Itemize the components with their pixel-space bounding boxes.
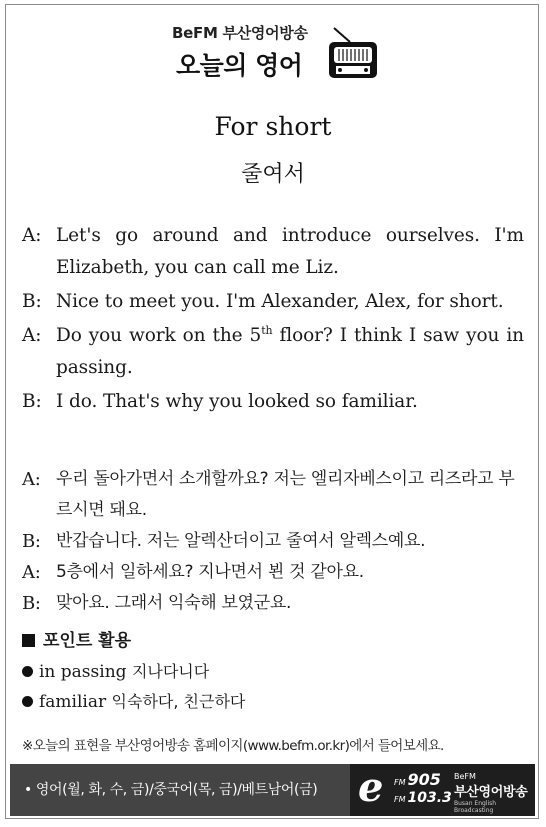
- speaker-label: A:: [22, 562, 41, 583]
- expression-title: For short: [214, 112, 332, 141]
- speaker-label: A:: [22, 325, 42, 346]
- speaker-label: B:: [22, 531, 41, 552]
- schedule-panel: [10, 764, 350, 816]
- speaker-label: B:: [22, 593, 41, 614]
- dialogue-text: 반갑습니다. 저는 알렉산더이고 줄여서 알렉스예요.: [56, 531, 426, 551]
- dialogue-line: [22, 286, 524, 318]
- dialogue-english: [22, 220, 524, 420]
- frequency-secondary: FM 103.3: [394, 790, 452, 806]
- point-english: in passing: [39, 662, 127, 682]
- footer-banner: [10, 764, 535, 816]
- point-english: familiar: [39, 692, 107, 712]
- square-bullet-icon: [22, 634, 35, 647]
- point-item: [22, 657, 245, 687]
- radio-icon: [326, 26, 380, 82]
- dialogue-line: [22, 526, 524, 557]
- dialogue-line: [22, 464, 524, 526]
- dialogue-line: [22, 220, 524, 284]
- logo-e-icon: e: [358, 764, 384, 811]
- website-note: ※오늘의 표현을 부산영어방송 홈페이지(www.befm.or.kr)에서 들어보세요.: [22, 738, 444, 754]
- dialogue-korean: [22, 464, 524, 619]
- dialogue-text: Let's go around and introduce ourselves. I'm Elizabeth, you can call me Liz.: [56, 225, 524, 278]
- speaker-label: A:: [22, 469, 41, 490]
- brand-english: Busan English Broadcasting: [454, 800, 497, 814]
- point-korean: 익숙하다, 친근하다: [111, 692, 246, 711]
- point-item: [22, 687, 245, 717]
- dialogue-line: [22, 386, 524, 418]
- dialogue-line: [22, 320, 524, 384]
- expression-translation: 줄여서: [241, 162, 305, 187]
- dialogue-line: [22, 557, 524, 588]
- brand-small: BeFM: [454, 772, 476, 781]
- speaker-label: B:: [22, 291, 42, 312]
- dialogue-text: 맞아요. 그래서 익숙해 보였군요.: [56, 593, 292, 613]
- dialogue-text: 우리 돌아가면서 소개할까요? 저는 엘리자베스이고 리즈라고 부르시면 돼요.: [56, 469, 515, 520]
- brand-name: 부산영어방송: [454, 785, 528, 800]
- dialogue-text: 5층에서 일하세요? 지나면서 뵌 것 같아요.: [56, 562, 364, 582]
- bullet-icon: [22, 666, 33, 677]
- speaker-label: B:: [22, 391, 42, 412]
- dialogue-text: floor? I think I saw you in passing.: [56, 325, 524, 378]
- program-title: 오늘의 영어: [176, 51, 303, 80]
- station-label: BeFM 부산영어방송: [172, 24, 308, 42]
- speaker-label: A:: [22, 225, 42, 246]
- ordinal-suffix: th: [261, 323, 273, 337]
- dialogue-text: Do you work on the 5: [56, 325, 262, 346]
- dialogue-line: [22, 588, 524, 619]
- dialogue-text: Nice to meet you. I'm Alexander, Alex, for short.: [56, 291, 504, 312]
- bullet-icon: [22, 696, 33, 707]
- points-heading: 포인트 활용: [22, 626, 245, 651]
- dialogue-text: I do. That's why you looked so familiar.: [56, 391, 418, 412]
- point-korean: 지나다니다: [131, 662, 210, 681]
- frequency-primary: FM 905: [394, 770, 441, 789]
- brand-block: [454, 772, 535, 814]
- key-points: [22, 626, 245, 717]
- language-schedule: • 영어(월, 화, 수, 금)/중국어(목, 금)/베트남어(금): [24, 782, 318, 798]
- station-logo: [350, 764, 535, 816]
